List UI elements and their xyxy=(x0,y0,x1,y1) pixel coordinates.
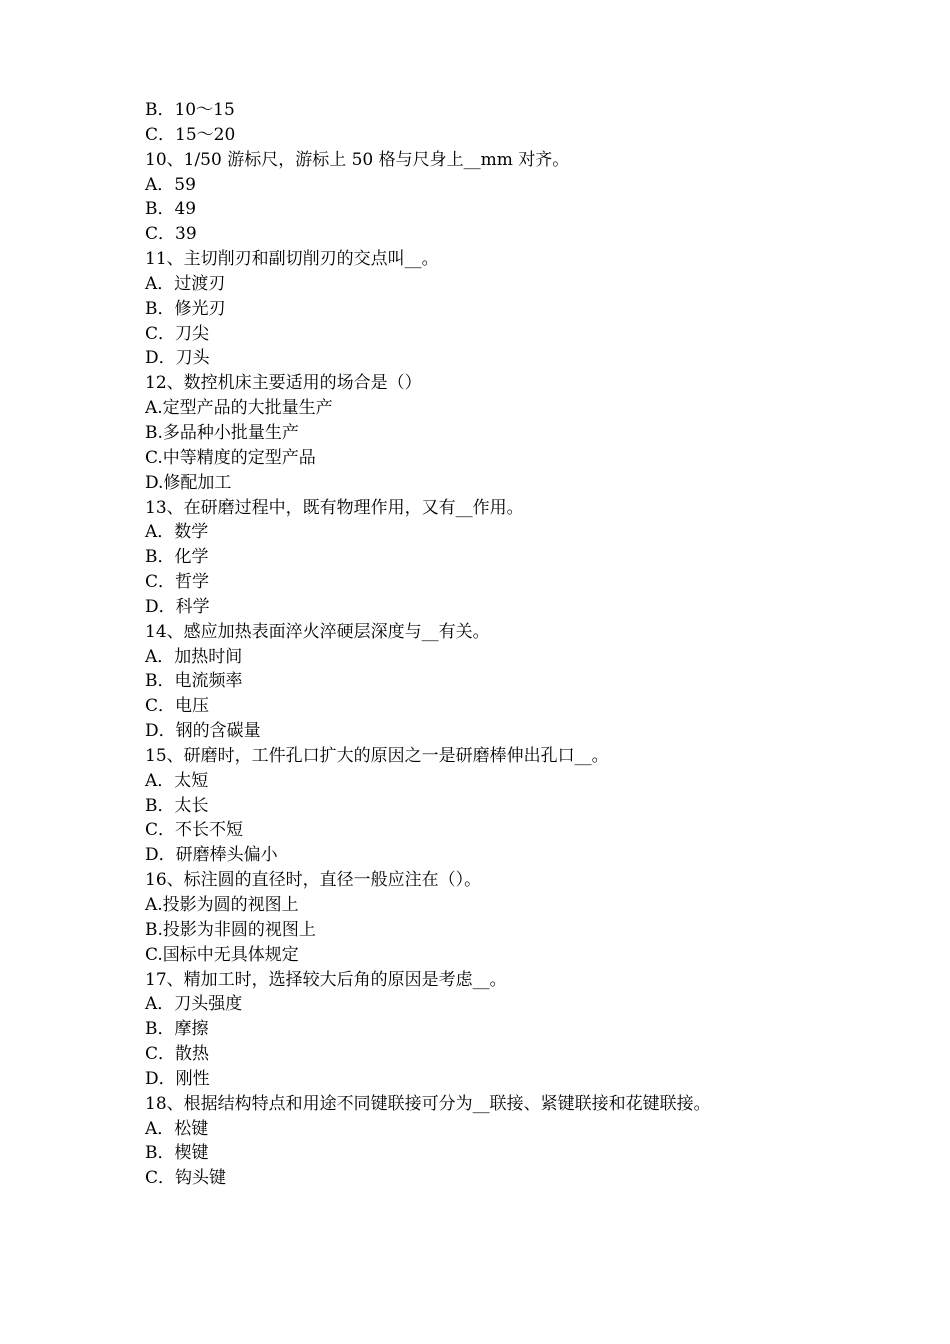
question-line: 11、主切削刃和副切削刃的交点叫__。 xyxy=(145,249,439,270)
option-line: A.投影为圆的视图上 xyxy=(145,895,299,915)
option-line: B.投影为非圆的视图上 xyxy=(145,919,316,940)
question-line: 18、根据结构特点和用途不同键联接可分为__联接、紧键联接和花键联接。 xyxy=(145,1093,711,1114)
option-line: A．松键 xyxy=(145,1118,209,1139)
option-line: C．39 xyxy=(145,224,197,245)
question-line: 14、感应加热表面淬火淬硬层深度与__有关。 xyxy=(145,621,490,642)
option-line: B．电流频率 xyxy=(145,671,243,692)
option-line: D．钢的含碳量 xyxy=(145,721,261,742)
question-line: 12、数控机床主要适用的场合是（） xyxy=(145,373,422,394)
option-line: B．修光刃 xyxy=(145,298,226,319)
option-line: A．过渡刃 xyxy=(145,273,226,294)
option-line: D．刚性 xyxy=(145,1068,210,1089)
question-line: 17、精加工时，选择较大后角的原因是考虑__。 xyxy=(145,969,507,990)
option-line: C．刀尖 xyxy=(145,323,210,344)
option-line: A．太短 xyxy=(145,770,209,791)
question-list xyxy=(145,98,845,1191)
option-line: C.中等精度的定型产品 xyxy=(145,447,316,468)
option-line: D．刀头 xyxy=(145,348,210,369)
option-line: A．数学 xyxy=(145,522,209,543)
option-line: D．研磨棒头偏小 xyxy=(145,845,278,866)
option-line: B．摩擦 xyxy=(145,1019,209,1040)
question-line: 10、1/50 游标尺，游标上 50 格与尺身上__mm 对齐。 xyxy=(145,149,570,170)
option-line: C．不长不短 xyxy=(145,820,244,841)
option-line: A．加热时间 xyxy=(145,646,243,667)
question-line: 15、研磨时，工件孔口扩大的原因之一是研磨棒伸出孔口__。 xyxy=(145,745,609,766)
option-line: C．散热 xyxy=(145,1044,210,1065)
option-line: B．49 xyxy=(145,199,197,220)
option-line: A．59 xyxy=(145,174,196,195)
option-line: B．化学 xyxy=(145,547,209,568)
option-line: C．哲学 xyxy=(145,572,210,593)
option-line: C．电压 xyxy=(145,696,210,717)
option-line: B．楔键 xyxy=(145,1143,209,1164)
option-line: D．科学 xyxy=(145,596,210,617)
option-line: A．刀头强度 xyxy=(145,994,243,1015)
question-line: 16、标注圆的直径时，直径一般应注在（）。 xyxy=(145,870,482,891)
option-line: A.定型产品的大批量生产 xyxy=(145,398,333,419)
option-line: B．10～15 xyxy=(145,100,235,120)
question-line: 13、在研磨过程中，既有物理作用，又有__作用。 xyxy=(145,497,524,518)
option-line: C．15～20 xyxy=(145,124,236,145)
option-line: B．太长 xyxy=(145,795,209,816)
option-line: D.修配加工 xyxy=(145,472,232,493)
option-line: C.国标中无具体规定 xyxy=(145,944,299,965)
option-line: C．钩头键 xyxy=(145,1168,227,1189)
option-line: B.多品种小批量生产 xyxy=(145,422,299,443)
